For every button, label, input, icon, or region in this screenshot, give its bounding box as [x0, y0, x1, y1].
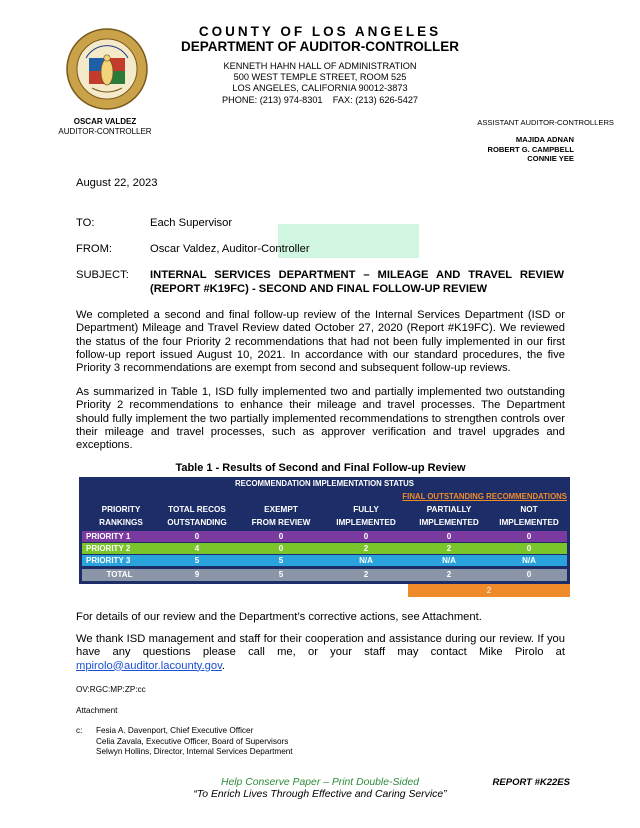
- table-cell: 0: [278, 532, 284, 541]
- subject-value: INTERNAL SERVICES DEPARTMENT – MILEAGE AND TRAVEL REVIEW (REPORT #K19FC) - SECOND AND FINAL FOLLOW-UP REVIEW: [150, 269, 564, 295]
- address-line: LOS ANGELES, CALIFORNIA 90012-3873: [232, 83, 408, 94]
- table-cell: 0: [363, 532, 369, 541]
- table-cell: 0: [526, 570, 532, 579]
- table-title: Table 1 - Results of Second and Final Follow-up Review: [175, 462, 466, 474]
- table-row-total: [82, 569, 567, 581]
- final-outstanding-header: FINAL OUTSTANDING RECOMMENDATIONS: [402, 492, 567, 501]
- column-header-partially: [407, 503, 491, 529]
- table-cell: 0: [278, 544, 284, 553]
- table-cell: 9: [194, 570, 200, 579]
- to-value: Each Supervisor: [150, 217, 233, 229]
- paragraph-4-text: We thank ISD management and staff for their cooperation and assistance during our review. If you have any questions please call me, or your staff may contact Mike Pirolo at: [76, 633, 565, 659]
- assistant-name: CONNIE YEE: [527, 154, 574, 163]
- table-row-priority-1: [82, 531, 567, 542]
- table-cell: 0: [194, 532, 200, 541]
- memo-date: August 22, 2023: [76, 177, 158, 189]
- status-table: [79, 477, 570, 584]
- table-header: RECOMMENDATION IMPLEMENTATION STATUS: [234, 479, 415, 488]
- table-cell: PRIORITY 3: [86, 556, 131, 565]
- address-line: 500 WEST TEMPLE STREET, ROOM 525: [233, 72, 407, 83]
- table-cell: 5: [278, 570, 284, 579]
- assistant-name: ROBERT G. CAMPBELL: [487, 144, 574, 154]
- cc-list: [96, 726, 293, 758]
- column-header-line: IMPLEMENTED: [419, 518, 479, 527]
- table-cell: N/A: [522, 556, 536, 565]
- paragraph-3: For details of our review and the Department’s corrective actions, see Attachment.: [76, 611, 482, 623]
- paragraph-4: [76, 633, 565, 673]
- header-address: [180, 61, 460, 106]
- assistant-title: ASSISTANT AUDITOR-CONTROLLERS: [477, 118, 614, 127]
- column-header-total: [157, 503, 237, 529]
- table-cell: 5: [194, 556, 200, 565]
- column-header-line: FROM REVIEW: [251, 518, 311, 527]
- column-header-fully: [325, 503, 407, 529]
- cc-item: Selwyn Hollins, Director, Internal Services Department: [96, 747, 293, 756]
- column-header-line: PARTIALLY: [426, 505, 472, 514]
- table-cell: 0: [526, 544, 532, 553]
- subject-label: SUBJECT:: [76, 269, 129, 281]
- column-header-priority: [82, 503, 160, 529]
- column-header-line: IMPLEMENTED: [336, 518, 396, 527]
- table-cell: 2: [446, 570, 452, 579]
- table-cell: 0: [526, 532, 532, 541]
- auditor-block: [40, 117, 170, 137]
- county-title: COUNTY OF LOS ANGELES: [198, 24, 442, 39]
- table-cell: 0: [446, 532, 452, 541]
- footer-report-number: REPORT #K22ES: [492, 777, 570, 788]
- table-row-priority-3: [82, 555, 567, 566]
- address-line: KENNETH HAHN HALL OF ADMINISTRATION: [223, 61, 417, 71]
- footer-conserve: Help Conserve Paper – Print Double-Sided: [220, 777, 420, 788]
- table-cell: 2: [363, 570, 369, 579]
- column-header-line: IMPLEMENTED: [499, 518, 559, 527]
- paragraph-1: We completed a second and final follow-up review of the Internal Services Department (ISD or Department) Mileage and Travel Review dated October 27, 2020 (Report #K19FC). We reviewed the status of the four Priority 2 recommendations that had not been fully implemented in our first follow-up report issued August 10, 2021. In accordance with our standard procedures, the five Priority 3 recommendations are exempt from second and subsequent follow-up reviews.: [76, 309, 565, 375]
- to-label: TO:: [76, 217, 95, 229]
- table-row-priority-2: [82, 543, 567, 554]
- initials: OV:RGC:MP:ZP:cc: [76, 685, 146, 694]
- auditor-name: OSCAR VALDEZ: [73, 117, 137, 126]
- contact-email-link[interactable]: mpirolo@auditor.lacounty.gov: [76, 659, 222, 672]
- final-outstanding-total: 2: [408, 584, 570, 597]
- assistant-names: [440, 135, 574, 164]
- table-cell: N/A: [442, 556, 456, 565]
- auditor-title: AUDITOR-CONTROLLER: [58, 127, 152, 136]
- footer-motto: “To Enrich Lives Through Effective and Caring Service”: [193, 789, 447, 800]
- cc-item: Fesia A. Davenport, Chief Executive Officer: [96, 726, 254, 735]
- paragraph-2: As summarized in Table 1, ISD fully implemented two and partially implemented two outstanding Priority 2 recommendations to enhance their mileage and travel processes. The Department should fully implement the two partially implemented recommendations to strengthen controls over their mileage and travel processes, such as approver verification and travel upgrades and exceptions.: [76, 386, 565, 452]
- table-cell: 4: [194, 544, 200, 553]
- column-header-line: RANKINGS: [99, 518, 143, 527]
- table-cell: PRIORITY 1: [86, 532, 131, 541]
- county-seal: [66, 28, 148, 110]
- cc-label: c:: [76, 726, 83, 735]
- table-cell: TOTAL: [106, 570, 133, 579]
- column-header-line: OUTSTANDING: [167, 518, 227, 527]
- column-header-exempt: [237, 503, 325, 529]
- from-label: FROM:: [76, 243, 113, 255]
- column-header-line: EXEMPT: [264, 505, 298, 514]
- attachment-label: Attachment: [76, 706, 118, 715]
- table-cell: 2: [363, 544, 369, 553]
- column-header-line: TOTAL RECOS: [168, 505, 226, 514]
- column-header-not: [491, 503, 567, 529]
- department-title: DEPARTMENT OF AUDITOR-CONTROLLER: [181, 39, 459, 54]
- address-phone-line: PHONE: (213) 974-8301 FAX: (213) 626-5427: [221, 94, 419, 105]
- column-header-line: NOT: [520, 505, 538, 514]
- column-header-line: FULLY: [353, 505, 379, 514]
- assistant-name: MAJIDA ADNAN: [515, 135, 574, 144]
- table-cell: 2: [446, 544, 452, 553]
- table-cell: N/A: [359, 556, 373, 565]
- table-cell: 5: [278, 556, 284, 565]
- paragraph-4-end: .: [221, 659, 225, 672]
- column-header-line: PRIORITY: [101, 505, 141, 514]
- table-cell: PRIORITY 2: [86, 544, 131, 553]
- cc-item: Celia Zavala, Executive Officer, Board of Supervisors: [96, 736, 289, 746]
- from-value: Oscar Valdez, Auditor-Controller: [150, 243, 310, 255]
